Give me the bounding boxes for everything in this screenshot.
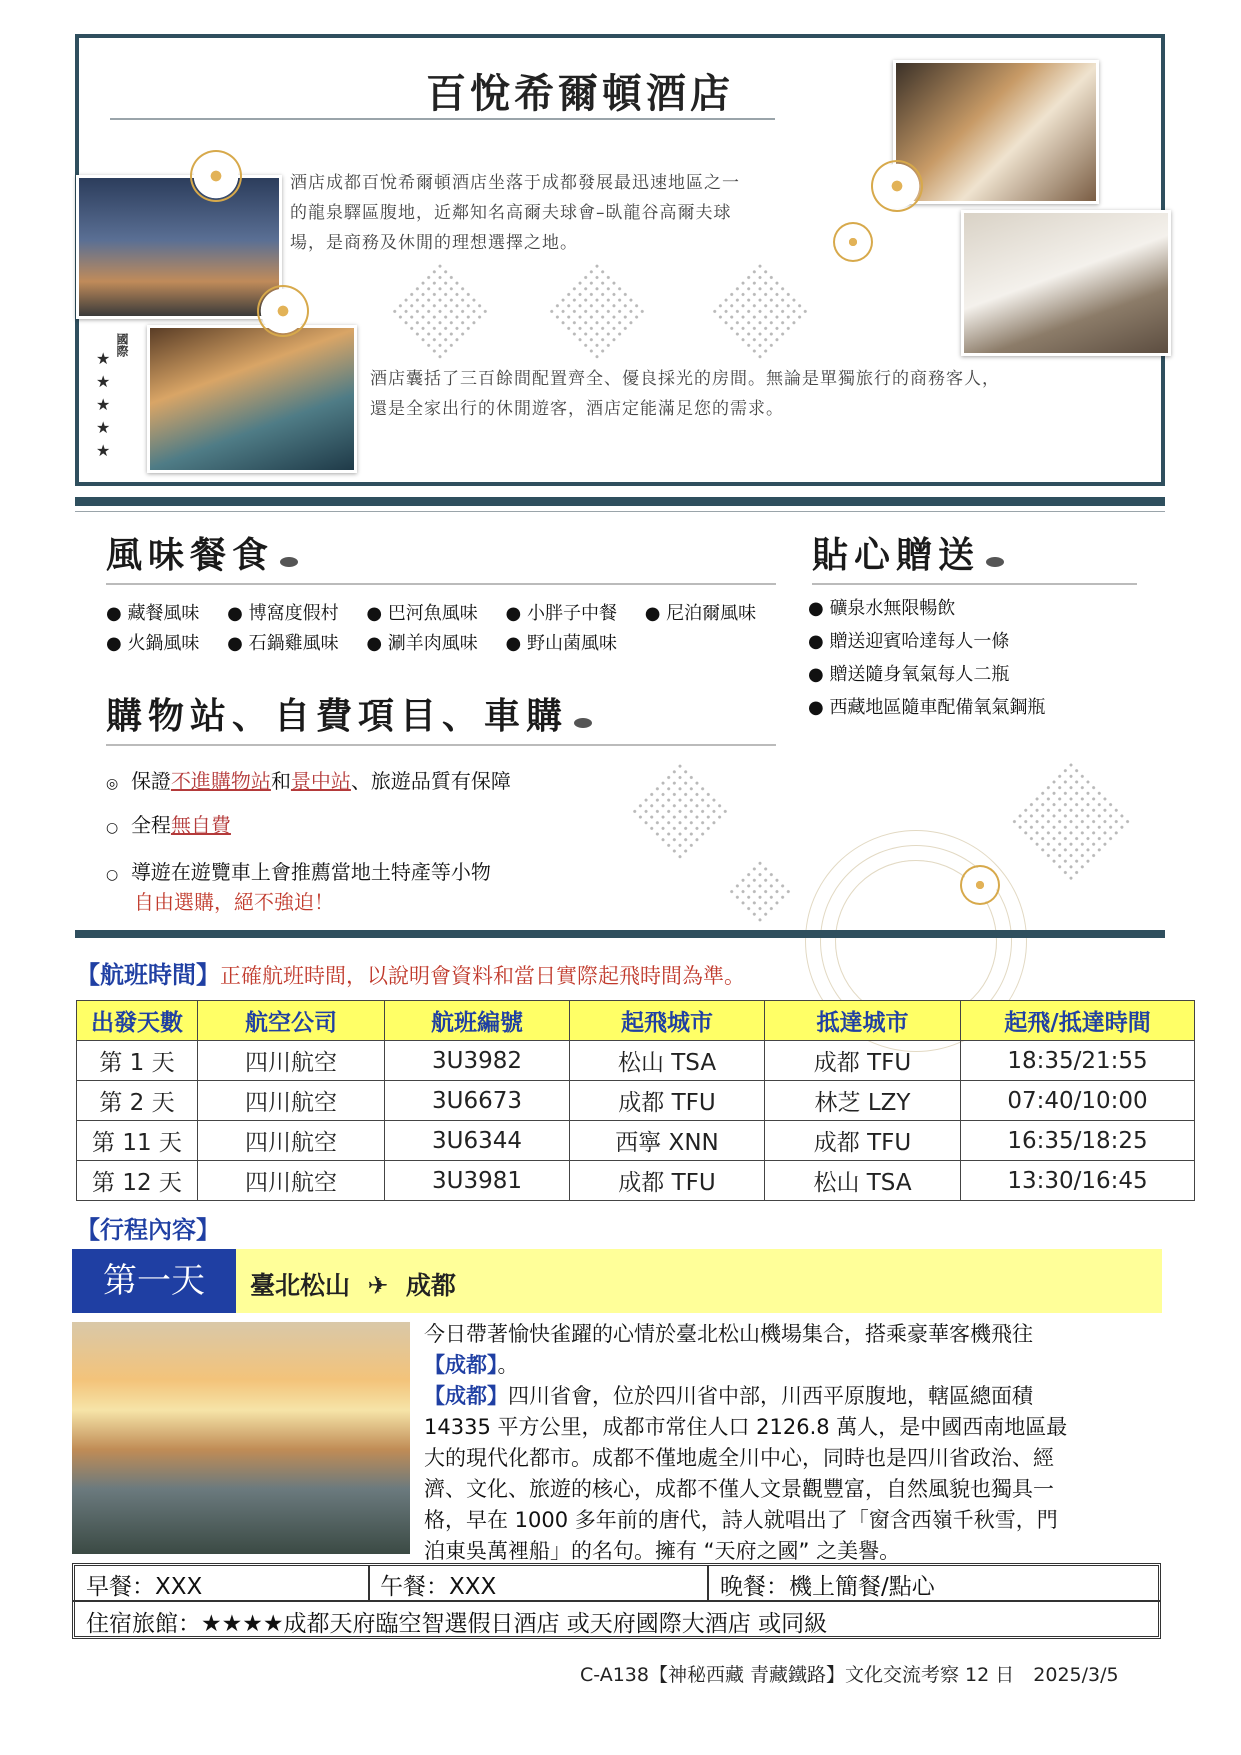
table-row: 第 2 天 四川航空 3U6673 成都 TFU 林芝 LZY 07:40/10:00 bbox=[77, 1081, 1195, 1121]
section-band bbox=[75, 497, 1165, 506]
hotel-description-1: 酒店成都百悅希爾頓酒店坐落于成都發展最迅速地區之一 的龍泉驛區腹地，近鄰知名高爾夫球會–臥龍谷高爾夫球 場，是商務及休閒的理想選擇之地。 bbox=[290, 173, 740, 253]
gift-item: ● 西藏地區隨車配備氧氣鋼瓶 bbox=[808, 697, 1046, 718]
flower-icon bbox=[833, 222, 873, 262]
gifts-heading: 貼心贈送 bbox=[812, 527, 1004, 578]
ink-blot-icon bbox=[280, 557, 298, 567]
col-header: 起飛/抵達時間 bbox=[961, 1001, 1195, 1041]
dinner: 晚餐：機上簡餐/點心 bbox=[720, 1574, 935, 1600]
flower-icon bbox=[257, 285, 309, 337]
lunch: 午餐：XXX bbox=[380, 1574, 497, 1600]
meal-divider bbox=[72, 1600, 1161, 1602]
hotel-restaurant-photo bbox=[893, 60, 1099, 204]
col-header: 航班編號 bbox=[385, 1001, 570, 1041]
shopping-heading: 購物站、自費項目、車購 bbox=[106, 688, 592, 739]
meal-divider bbox=[707, 1566, 709, 1600]
dining-row-2: ● 火鍋風味 ● 石鍋雞風味 ● 涮羊肉風味 ● 野山菌風味 bbox=[106, 633, 617, 654]
side-label: 國際 bbox=[115, 333, 129, 357]
shopping-line-1: ◎ 保證不進購物站和景中站、旅遊品質有保障 bbox=[106, 769, 511, 793]
hotel-lobby-photo bbox=[147, 325, 357, 473]
hotel-description-2: 酒店囊括了三百餘間配置齊全、優良採光的房間。無論是單獨旅行的商務客人， 還是全家出行的休閒遊客，酒店定能滿足您的需求。 bbox=[370, 369, 1000, 419]
col-header: 抵達城市 bbox=[765, 1001, 961, 1041]
dining-heading: 風味餐食 bbox=[106, 527, 298, 578]
breakfast: 早餐：XXX bbox=[86, 1574, 203, 1600]
gift-item: ● 贈送隨身氧氣每人二瓶 bbox=[808, 664, 1010, 685]
col-header: 航空公司 bbox=[198, 1001, 385, 1041]
dining-rule bbox=[106, 583, 776, 585]
day-description: 今日帶著愉快雀躍的心情於臺北松山機場集合，搭乘豪華客機飛往 【成都】。 【成都】四川省會，位於四川省中部，川西平原腹地，轄區總面積 14335 平方公里，成都市常住人口 2126.8 萬人，是中國西南地區最 大的現代化都市。成都不僅地處全川中心，同時也是四川省政治、經 濟、文化、旅遊的核心，成都不僅人文景觀豐富，自然風貌也獨具一 格，早在 1000 多年前的唐代，詩人就唱出了「窗含西嶺千秋雪，門 泊東吳萬裡船」的名句。擁有 “天府之國” 之美譽。 bbox=[424, 1322, 1068, 1563]
flower-icon bbox=[960, 865, 1000, 905]
col-header: 起飛城市 bbox=[570, 1001, 765, 1041]
flight-table-header bbox=[77, 1001, 1195, 1041]
table-row: 第 12 天 四川航空 3U3981 成都 TFU 松山 TSA 13:30/16:45 bbox=[77, 1161, 1195, 1201]
hotel-exterior-photo bbox=[76, 175, 282, 319]
hotel-title: 百悅希爾頓酒店 bbox=[426, 70, 734, 117]
lodging: 住宿旅館：★★★★成都天府臨空智選假日酒店 或天府國際大酒店 或同級 bbox=[86, 1611, 828, 1637]
table-row: 第 1 天 四川航空 3U3982 松山 TSA 成都 TFU 18:35/21:55 bbox=[77, 1041, 1195, 1081]
flower-icon bbox=[871, 160, 923, 212]
meal-divider bbox=[368, 1566, 370, 1600]
shopping-line-2: ○ 全程無自費 bbox=[106, 813, 231, 837]
section-divider bbox=[75, 511, 1165, 512]
title-divider bbox=[110, 118, 775, 120]
flower-icon bbox=[190, 150, 242, 202]
dot-pattern bbox=[725, 858, 796, 929]
flight-heading: 【航班時間】正確航班時間，以說明會資料和當日實際起飛時間為準。 bbox=[76, 961, 745, 989]
dot-pattern bbox=[1007, 759, 1134, 886]
footer: C-A138【神秘西藏 青藏鐵路】文化交流考察 12 日 2025/3/5 bbox=[580, 1664, 1119, 1686]
hotel-star-rating: ★★★★★ bbox=[96, 349, 111, 460]
gifts-rule bbox=[812, 583, 1137, 585]
gift-item: ● 贈送迎賓哈達每人一條 bbox=[808, 631, 1010, 652]
chengdu-photo bbox=[72, 1322, 410, 1554]
day-route: 臺北松山 ✈ 成都 bbox=[250, 1271, 456, 1300]
itinerary-heading: 【行程內容】 bbox=[76, 1216, 220, 1244]
ink-blot-icon bbox=[574, 718, 592, 728]
ink-blot-icon bbox=[986, 557, 1004, 567]
shopping-line-3: ○ 導遊在遊覽車上會推薦當地土特產等小物 bbox=[106, 860, 491, 884]
col-header: 出發天數 bbox=[77, 1001, 198, 1041]
gift-item: ● 礦泉水無限暢飲 bbox=[808, 598, 956, 619]
section-band bbox=[75, 930, 1165, 938]
day-badge: 第一天 bbox=[72, 1249, 236, 1313]
shopping-line-3-note: 自由選購，絕不強迫！ bbox=[134, 890, 334, 914]
shopping-rule bbox=[106, 744, 776, 746]
dot-pattern bbox=[631, 761, 730, 860]
dining-row-1: ● 藏餐風味 ● 博窩度假村 ● 巴河魚風味 ● 小胖子中餐 ● 尼泊爾風味 bbox=[106, 603, 757, 624]
hotel-bedroom-photo bbox=[961, 210, 1171, 356]
airplane-icon: ✈ bbox=[367, 1271, 389, 1300]
flight-table bbox=[76, 1000, 1195, 1201]
gifts-list bbox=[808, 592, 1045, 724]
table-row: 第 11 天 四川航空 3U6344 西寧 XNN 成都 TFU 16:35/18:25 bbox=[77, 1121, 1195, 1161]
